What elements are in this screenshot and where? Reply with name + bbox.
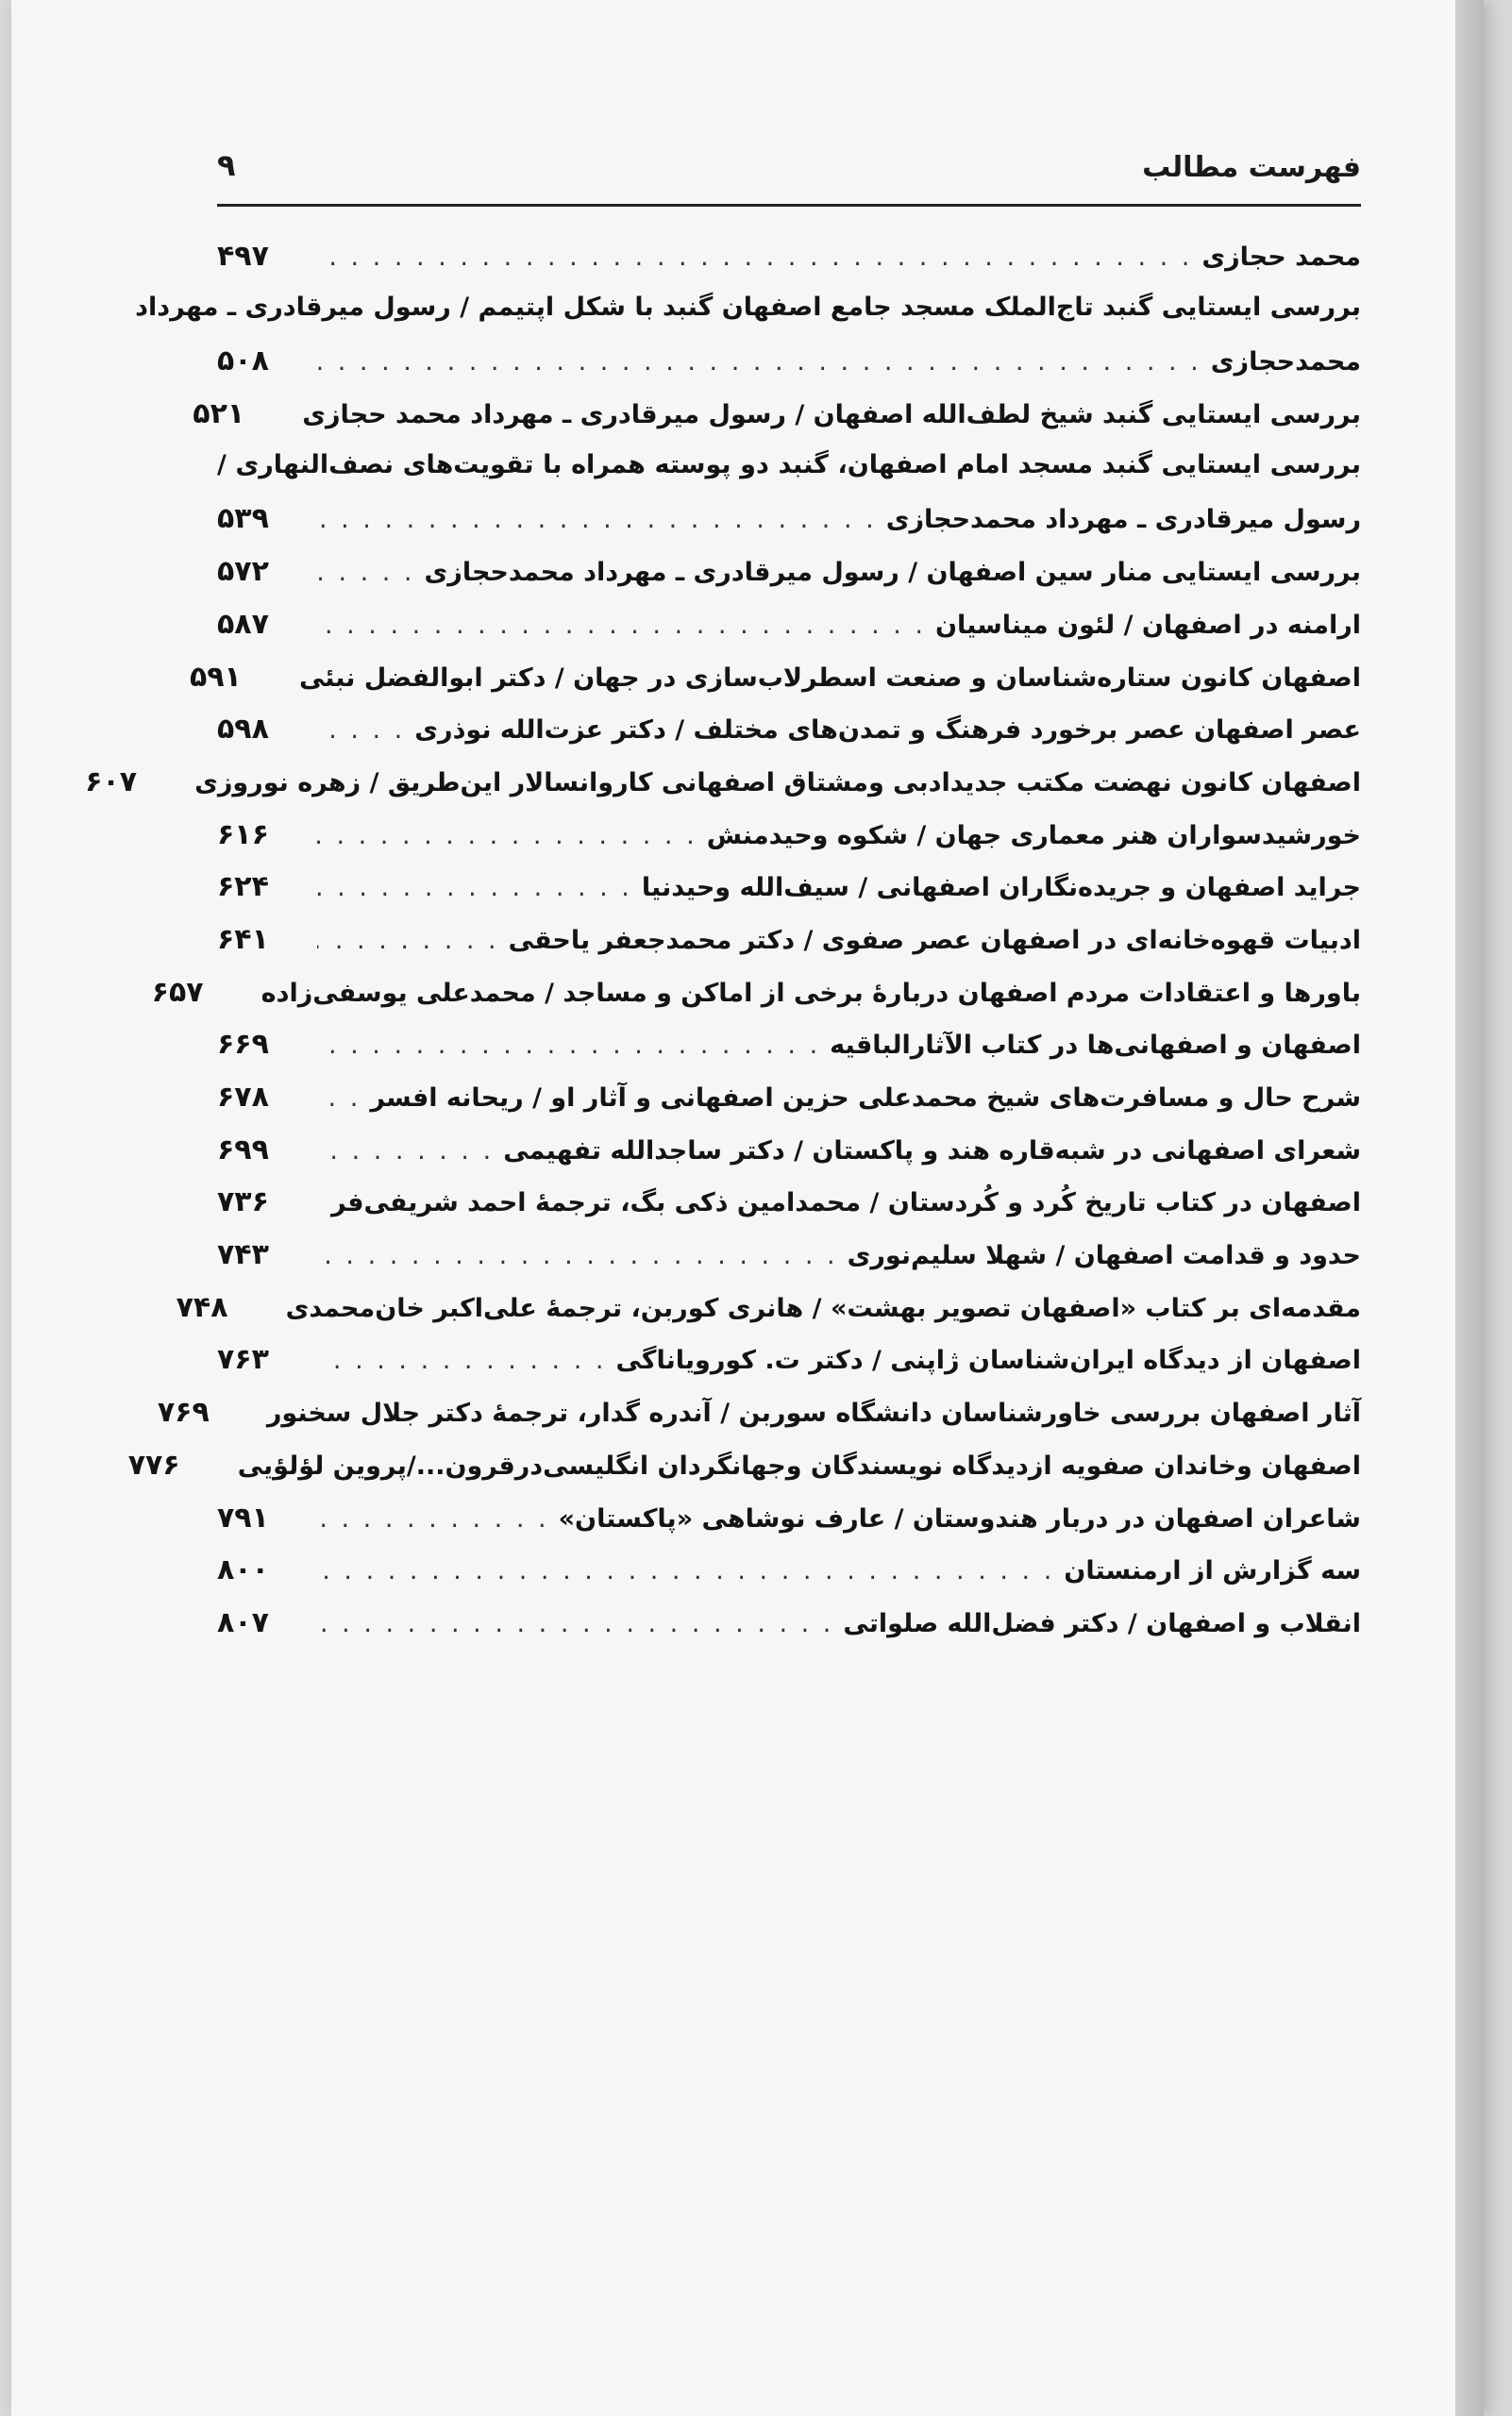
toc-entry-title: مقدمه‌ای بر کتاب «اصفهان تصویر بهشت» / هانری کوربن، ترجمهٔ علی‌اکبر خان‌محمدی bbox=[285, 1293, 1361, 1323]
toc-entry bbox=[193, 397, 1361, 450]
page-number: ۹ bbox=[217, 147, 236, 183]
toc-entry bbox=[217, 1185, 1361, 1238]
toc-entry-page: ۸۰۷ bbox=[217, 1605, 269, 1639]
toc-entry-title: بررسی ایستایی گنبد مسجد امام اصفهان، گنبد دو پوسته همراه با تقویت‌های نصف‌النهاری / bbox=[217, 449, 1361, 479]
toc-entry-page: ۶۶۹ bbox=[217, 1028, 269, 1062]
leader-dots bbox=[317, 505, 877, 534]
toc-entry-title: اصفهان در کتاب تاریخ کُرد و کُردستان / محمدامین ذکی بگ، ترجمهٔ احمد شریفی‌فر bbox=[331, 1188, 1361, 1218]
leader-dots bbox=[317, 1556, 1054, 1586]
leader-dots bbox=[317, 821, 697, 850]
toc-entry bbox=[217, 555, 1361, 608]
toc-entry bbox=[157, 1396, 1361, 1449]
leader-dots bbox=[317, 1504, 549, 1534]
toc-entry bbox=[189, 660, 1361, 713]
toc-entry-page: ۶۲۴ bbox=[217, 870, 269, 904]
leader-dots bbox=[317, 1031, 820, 1060]
toc-entry bbox=[217, 713, 1361, 765]
toc-entry-title: بررسی ایستایی منار سین اصفهان / رسول میرقادری ـ مهرداد محمدحجازی bbox=[424, 558, 1361, 588]
toc-entry bbox=[217, 1133, 1361, 1186]
toc-entry-page: ۷۷۶ bbox=[127, 1448, 180, 1482]
leader-dots bbox=[317, 715, 405, 745]
toc-entry-page: ۶۱۶ bbox=[217, 817, 269, 851]
toc-entry-title: محمدحجازی bbox=[1210, 347, 1361, 378]
toc-entry bbox=[217, 240, 1361, 293]
toc-entry-page: ۵۳۹ bbox=[217, 502, 269, 536]
toc-entry bbox=[135, 292, 1361, 345]
toc-entry bbox=[217, 923, 1361, 976]
toc-entry-page: ۸۰۰ bbox=[217, 1553, 269, 1587]
toc-entry-title: عصر اصفهان عصر برخورد فرهنگ و تمدن‌های مختلف / دکتر عزت‌الله نوذری bbox=[414, 715, 1361, 746]
toc-entry bbox=[217, 818, 1361, 871]
toc-entry-page: ۵۷۲ bbox=[217, 555, 269, 589]
toc-entry-title: محمد حجازی bbox=[1201, 243, 1361, 272]
toc-entry bbox=[217, 502, 1361, 555]
leader-dots bbox=[317, 873, 632, 902]
leader-dots bbox=[317, 926, 499, 955]
toc-entry-title: ارامنه در اصفهان / لئون میناسیان bbox=[935, 610, 1361, 640]
toc-entry-page: ۵۰۸ bbox=[217, 344, 269, 378]
running-header bbox=[217, 142, 1361, 202]
toc-entry-page: ۷۴۳ bbox=[217, 1238, 269, 1272]
toc-entry bbox=[217, 1028, 1361, 1081]
toc-entry-page: ۶۰۷ bbox=[85, 764, 138, 798]
toc-entry-title: شعرای اصفهانی در شبه‌قاره هند و پاکستان / دکتر ساجدالله تفهیمی bbox=[503, 1135, 1361, 1166]
leader-dots bbox=[317, 1609, 833, 1638]
toc-entry-page: ۵۹۸ bbox=[217, 713, 269, 747]
toc-entry bbox=[217, 344, 1361, 397]
toc-entry-page: ۵۸۷ bbox=[217, 607, 269, 641]
toc-entry-title: اصفهان کانون ستاره‌شناسان و صنعت اسطرلاب‌سازی در جهان / دکتر ابوالفضل نبئی bbox=[298, 663, 1361, 693]
toc-entry bbox=[85, 764, 1361, 818]
toc-entry-title: باورها و اعتقادات مردم اصفهان دربارهٔ برخی از اماکن و مساجد / محمدعلی یوسفی‌زاده bbox=[260, 978, 1361, 1008]
toc-entry-page: ۵۹۱ bbox=[189, 660, 242, 694]
toc-entry bbox=[217, 1553, 1361, 1606]
toc-entry-page: ۶۴۱ bbox=[217, 922, 269, 956]
toc-entry bbox=[217, 1081, 1361, 1133]
toc-entry bbox=[127, 1448, 1361, 1502]
leader-dots bbox=[317, 347, 1201, 377]
toc-entry-title: بررسی ایستایی گنبد شیخ لطف‌الله اصفهان / رسول میرقادری ـ مهرداد محمد حجازی bbox=[302, 400, 1361, 430]
table-of-contents bbox=[85, 240, 1361, 1659]
toc-entry-page: ۶۷۸ bbox=[217, 1081, 269, 1114]
toc-entry-title: رسول میرقادری ـ مهرداد محمدحجازی bbox=[885, 505, 1361, 535]
toc-entry bbox=[176, 1290, 1361, 1344]
leader-dots bbox=[317, 558, 415, 587]
toc-entry-title: اصفهان کانون نهضت مکتب جدیدادبی ومشتاق اصفهانی کاروانسالار این‌طریق / زهره نوروزی bbox=[194, 767, 1361, 797]
toc-entry bbox=[151, 975, 1361, 1029]
toc-entry-page: ۵۲۱ bbox=[193, 397, 245, 431]
leader-dots bbox=[317, 243, 1192, 272]
toc-entry-title: سه گزارش از ارمنستان bbox=[1064, 1556, 1361, 1586]
leader-dots bbox=[317, 1083, 361, 1113]
toc-entry-title: اصفهان و اصفهانی‌ها در کتاب الآثارالباقیه bbox=[830, 1031, 1361, 1061]
toc-entry-title: آثار اصفهان بررسی خاورشناسان دانشگاه سوربن / آندره گدار، ترجمهٔ دکتر جلال سخنور bbox=[266, 1399, 1361, 1429]
toc-entry bbox=[217, 1502, 1361, 1554]
toc-entry-title: حدود و قدامت اصفهان / شهلا سلیم‌نوری bbox=[847, 1241, 1361, 1271]
toc-entry-page: ۶۹۹ bbox=[217, 1132, 269, 1166]
header-rule bbox=[217, 204, 1361, 207]
leader-dots bbox=[317, 1188, 322, 1217]
book-page bbox=[11, 0, 1484, 2416]
toc-entry bbox=[217, 870, 1361, 923]
leader-dots bbox=[317, 1136, 494, 1166]
toc-entry bbox=[217, 608, 1361, 661]
toc-entry-title: بررسی ایستایی گنبد تاج‌الملک مسجد جامع اصفهان گنبد با شکل اپتیمم / رسول میرقادری ـ مهرداد bbox=[135, 292, 1361, 322]
toc-entry-title: شاعران اصفهان در دربار هندوستان / عارف نوشاهی «پاکستان» bbox=[558, 1503, 1361, 1534]
header-title: فهرست مطالب bbox=[1142, 151, 1361, 184]
leader-dots bbox=[317, 1241, 838, 1270]
toc-entry-page: ۴۹۷ bbox=[217, 240, 269, 273]
toc-entry bbox=[217, 1238, 1361, 1291]
toc-entry-page: ۷۳۶ bbox=[217, 1185, 269, 1219]
toc-entry-title: اصفهان از دیدگاه ایران‌شناسان ژاپنی / دکتر ت. کورویاناگی bbox=[615, 1346, 1361, 1376]
toc-entry bbox=[217, 450, 1361, 503]
toc-entry-page: ۷۴۸ bbox=[176, 1290, 228, 1324]
toc-entry-title: جراید اصفهان و جریده‌نگاران اصفهانی / سیف‌الله وحیدنیا bbox=[641, 873, 1361, 903]
toc-entry-title: اصفهان وخاندان صفویه ازدیدگاه نویسندگان وجهانگردان انگلیسی‌درقرون.../پروین لؤلؤیی bbox=[237, 1451, 1361, 1481]
leader-dots bbox=[317, 611, 926, 640]
toc-entry-title: ادبیات قهوه‌خانه‌ای در اصفهان عصر صفوی / دکتر محمدجعفر یاحقی bbox=[508, 925, 1361, 955]
leader-dots bbox=[317, 1346, 606, 1375]
toc-entry bbox=[217, 1343, 1361, 1396]
toc-entry bbox=[217, 1606, 1361, 1659]
toc-entry-page: ۷۶۳ bbox=[217, 1343, 269, 1377]
toc-entry-page: ۷۹۱ bbox=[217, 1501, 269, 1535]
toc-entry-page: ۶۵۷ bbox=[151, 975, 204, 1009]
toc-entry-title: انقلاب و اصفهان / دکتر فضل‌الله صلواتی bbox=[843, 1608, 1361, 1638]
toc-entry-title: شرح حال و مسافرت‌های شیخ محمدعلی حزین اصفهانی و آثار او / ریحانه افسر bbox=[370, 1083, 1361, 1113]
page-edge bbox=[1455, 0, 1484, 2416]
toc-entry-title: خورشیدسواران هنر معماری جهان / شکوه وحیدمنش bbox=[706, 820, 1361, 850]
toc-entry-page: ۷۶۹ bbox=[157, 1396, 210, 1430]
